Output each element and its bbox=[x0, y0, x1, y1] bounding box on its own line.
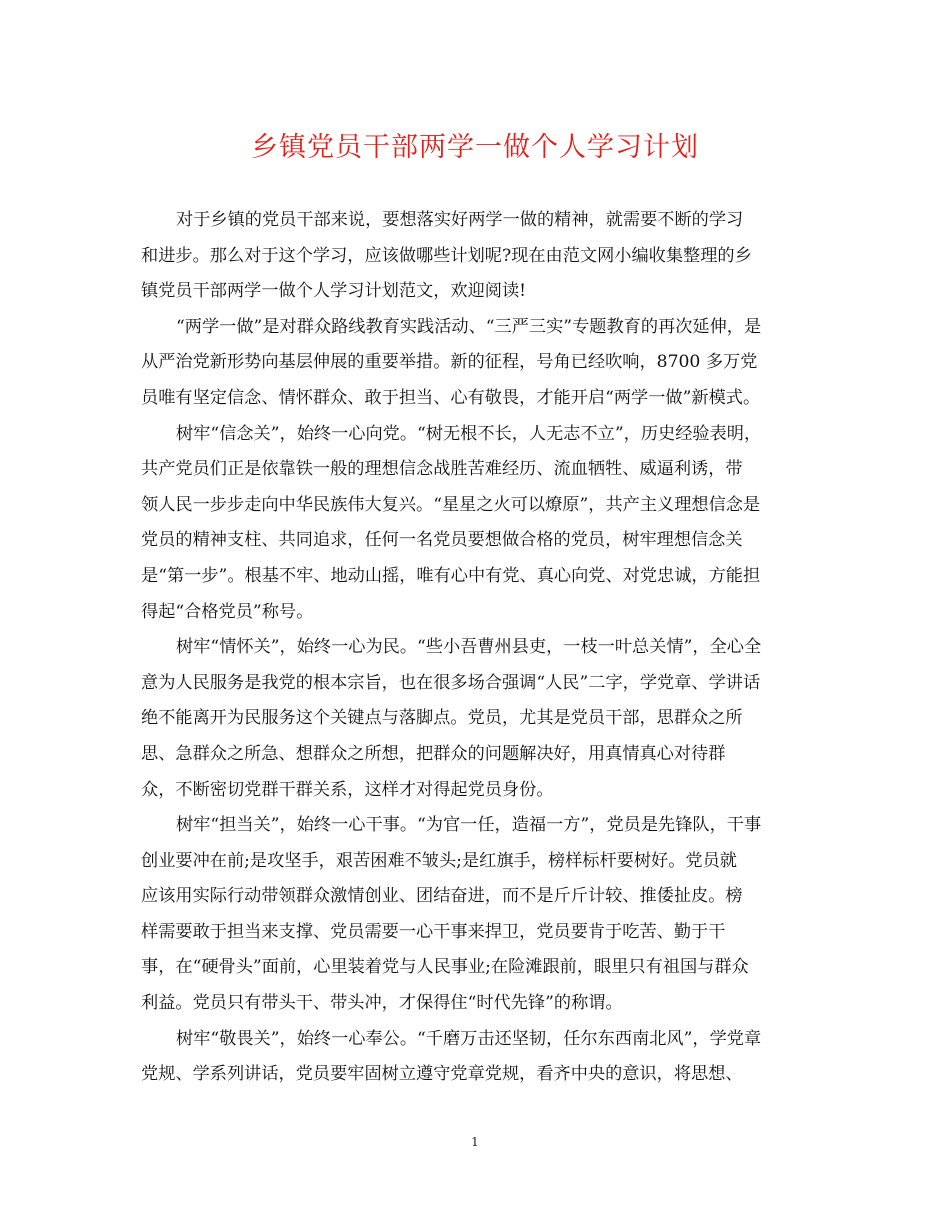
text-line: 树牢“情怀关”，始终一心为民。“些小吾曹州县吏，一枝一叶总关情”，全心全 bbox=[176, 637, 762, 658]
text-line: 得起“合格党员”称号。 bbox=[141, 601, 314, 622]
text-line: 应该用实际行动带领群众激情创业、团结奋进，而不是斤斤计较、推倭扯皮。榜 bbox=[141, 886, 743, 907]
text-line: 样需要敢于担当来支撑、党员需要一心干事来捍卫，党员要肯于吃苦、勤于干 bbox=[141, 921, 726, 942]
text-line: “两学一做”是对群众路线教育实践活动、“三严三实”专题教育的再次延伸，是 bbox=[176, 316, 762, 337]
document-body bbox=[141, 203, 811, 1093]
text-line: 领人民一步步走向中华民族伟大复兴。“星星之火可以燎原”，共产主义理想信念是 bbox=[141, 494, 761, 515]
text-line: 是“第一步”。根基不牢、地动山摇，唯有心中有党、真心向党、对党忠诚，方能担 bbox=[141, 565, 761, 586]
text-line: 树牢“担当关”，始终一心干事。“为官一任，造福一方”，党员是先锋队，干事 bbox=[176, 815, 762, 836]
text-line: 利益。党员只有带头干、带头冲，才保得住“时代先锋”的称谓。 bbox=[141, 993, 623, 1014]
document-title: 乡镇党员干部两学一做个人学习计划 bbox=[251, 132, 699, 163]
text-line: 员唯有坚定信念、情怀群众、敢于担当、心有敬畏，才能开启“两学一做”新模式。 bbox=[141, 387, 761, 408]
text-line: 事，在“硬骨头”面前，心里装着党与人民事业;在险滩跟前，眼里只有祖国与群众 bbox=[141, 957, 749, 978]
text-line: 意为人民服务是我党的根本宗旨，也在很多场合强调“人民”二字，学党章、学讲话 bbox=[141, 672, 761, 693]
text-line: 树牢“敬畏关”，始终一心奉公。“千磨万击还坚韧，任尔东西南北风”，学党章 bbox=[176, 1028, 762, 1049]
text-line: 共产党员们正是依靠铁一般的理想信念战胜苦难经历、流血牺牲、威逼利诱，带 bbox=[141, 459, 743, 480]
text-line: 创业要冲在前;是攻坚手，艰苦困难不皱头;是红旗手，榜样标杆要树好。党员就 bbox=[141, 850, 737, 871]
text-line: 绝不能离开为民服务这个关键点与落脚点。党员，尤其是党员干部，思群众之所 bbox=[141, 708, 743, 729]
text-line: 和进步。那么对于这个学习，应该做哪些计划呢?现在由范文网小编收集整理的乡 bbox=[141, 245, 752, 266]
text-line: 思、急群众之所急、想群众之所想，把群众的问题解决好，用真情真心对待群 bbox=[141, 743, 726, 764]
text-line: 对于乡镇的党员干部来说，要想落实好两学一做的精神，就需要不断的学习 bbox=[176, 210, 744, 230]
text-line: 党规、学系列讲话，党员要牢固树立遵守党章党规，看齐中央的意识，将思想、 bbox=[141, 1064, 743, 1085]
text-line: 镇党员干部两学一做个人学习计划范文，欢迎阅读! bbox=[141, 281, 527, 302]
page-number: 1 bbox=[471, 1135, 479, 1149]
text-line: 众，不断密切党群干群关系，这样才对得起党员身份。 bbox=[141, 779, 554, 800]
text-line: 树牢“信念关”，始终一心向党。“树无根不长，人无志不立”，历史经验表明， bbox=[176, 423, 762, 444]
text-line: 从严治党新形势向基层伸展的重要举措。新的征程，号角已经吹响，8700 多万党 bbox=[141, 352, 758, 373]
text-line: 党员的精神支柱、共同追求，任何一名党员要想做合格的党员，树牢理想信念关 bbox=[141, 530, 743, 551]
